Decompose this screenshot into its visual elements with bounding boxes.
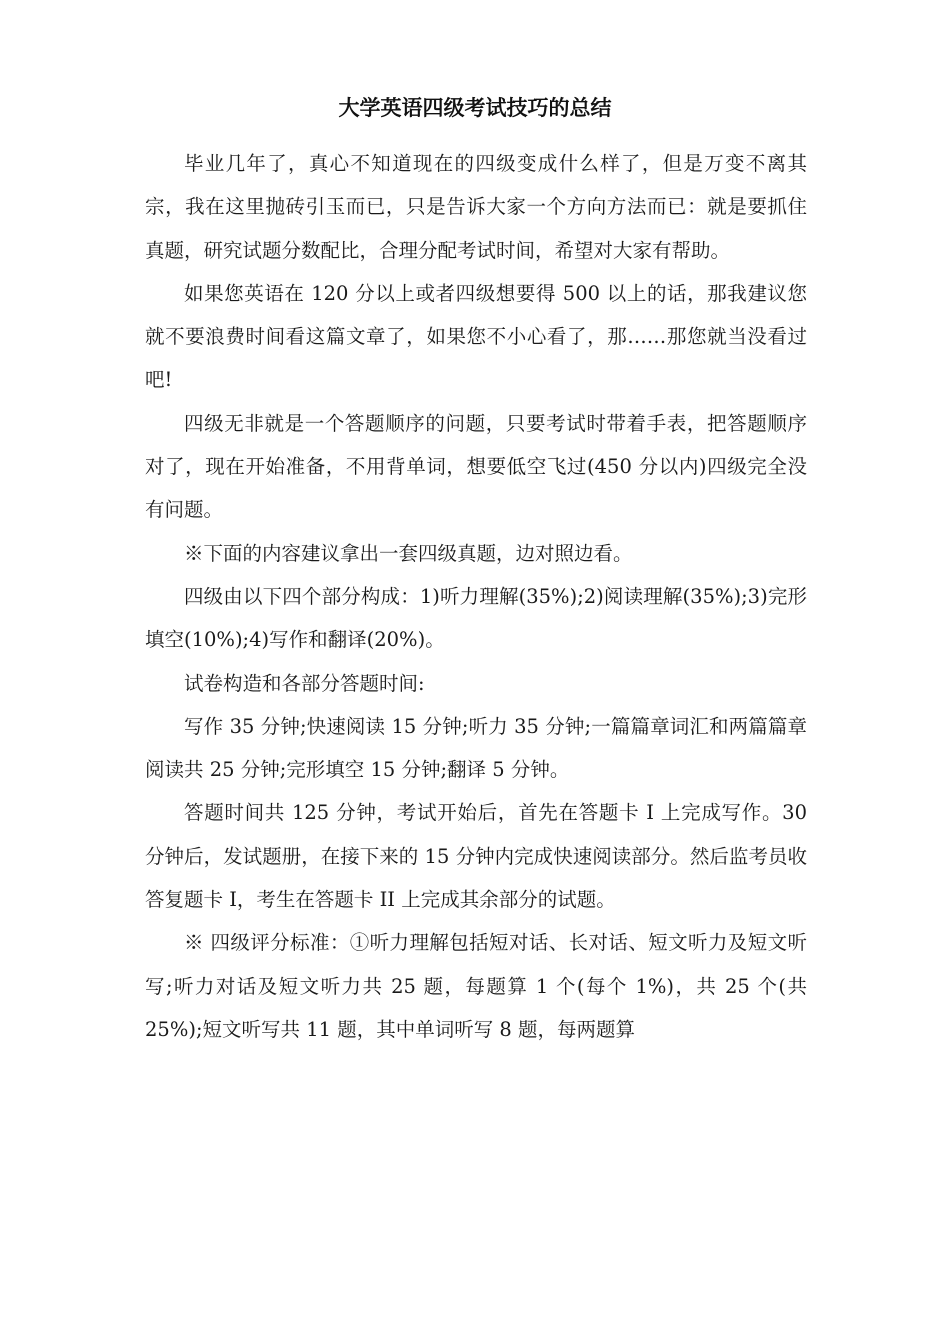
paragraph-intro: 毕业几年了，真心不知道现在的四级变成什么样了，但是万变不离其宗，我在这里抛砖引玉而已，只是告诉大家一个方向方法而已：就是要抓住真题，研究试题分数配比，合理分配考试时间，希望对大家有帮助。 [145,152,807,262]
paragraph-scoring: ※ 四级评分标准：①听力理解包括短对话、长对话、短文听力及短文听写;听力对话及短文听力共 25 题，每题算 1 个(每个 1%)，共 25 个(共 25%);短文听写共 11 题，其中单词听写 8 题，每两题算 [145,931,807,1041]
paragraph-structure: 四级由以下四个部分构成：1)听力理解(35%);2)阅读理解(35%);3)完形填空(10%);4)写作和翻译(20%)。 [145,584,807,652]
document-body [145,142,807,1051]
paragraph-exam-procedure: 答题时间共 125 分钟，考试开始后，首先在答题卡 I 上完成写作。30 分钟后，发试题册，在接下来的 15 分钟内完成快速阅读部分。然后监考员收答复题卡 I，考生在答题卡 II 上完成其余部分的试题。 [145,801,807,912]
paragraph-suggestion: ※下面的内容建议拿出一套四级真题，边对照边看。 [184,541,633,565]
paragraph-time-heading: 试卷构造和各部分答题时间: [184,671,425,695]
paragraph-score-note: 如果您英语在 120 分以上或者四级想要得 500 以上的话，那我建议您就不要浪费时间看这篇文章了，如果您不小心看了，那……那您就当没看过吧! [145,281,807,392]
paragraph-answer-order: 四级无非就是一个答题顺序的问题，只要考试时带着手表，把答题顺序对了，现在开始准备，不用背单词，想要低空飞过(450 分以内)四级完全没有问题。 [145,411,807,522]
paragraph-time-allocation: 写作 35 分钟;快速阅读 15 分钟;听力 35 分钟;一篇篇章词汇和两篇篇章阅读共 25 分钟;完形填空 15 分钟;翻译 5 分钟。 [145,714,807,782]
document-title: 大学英语四级考试技巧的总结 [338,96,612,120]
